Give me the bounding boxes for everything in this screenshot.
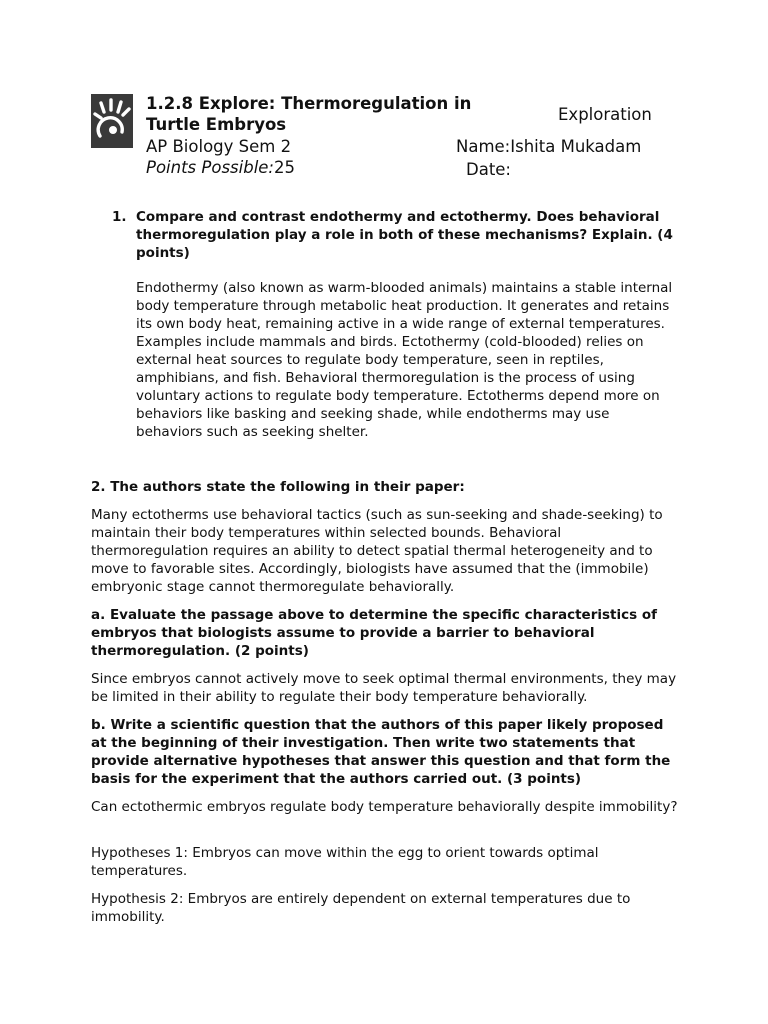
points-possible [146, 157, 295, 178]
question-2a: a. Evaluate the passage above to determine the specific characteristics of embryos that biologists assume to provide a barrier to behavioral thermoregulation. (2 points) [91, 607, 658, 659]
points-label: Points Possible: [146, 158, 274, 177]
course-name: AP Biology Sem 2 [146, 137, 292, 156]
name-value: Ishita Mukadam [510, 137, 642, 156]
question-2-heading: 2. The authors state the following in their paper: [91, 479, 465, 495]
hypothesis-1: Hypotheses 1: Embryos can move within the egg to orient towards optimal temperatures. [91, 845, 599, 879]
hypothesis-2: Hypothesis 2: Embryos are entirely dependent on external temperatures due to immobility. [91, 891, 631, 925]
sunburst-logo-icon [91, 94, 133, 148]
points-value: 25 [274, 158, 295, 177]
question-1-number: 1. [112, 209, 127, 225]
answer-1: Endothermy (also known as warm-blooded animals) maintains a stable internal body temperature through metabolic heat production. It generates and retains its own body heat, remaining active in a wide range of external temperatures. Examples include mammals and birds. Ectothermy (cold-blooded) relies on external heat sources to regulate body temperature, seen in reptiles, amphibians, and fish. Behavioral thermoregulation is the process of using voluntary actions to regulate body temperature. Ectotherms depend more on behaviors like basking and seeking shade, while endotherms may use behaviors such as seeking shelter. [136, 280, 673, 440]
date-label: Date: [466, 160, 511, 179]
student-name [456, 136, 641, 157]
date-field [466, 159, 511, 180]
question-2b: b. Write a scientific question that the authors of this paper likely proposed at the beginning of their investigation. Then write two statements that provide alternative hypotheses that answer this question and that form the basis for the experiment that the authors carried out. (3 points) [91, 717, 671, 787]
answer-2a: Since embryos cannot actively move to seek optimal thermal environments, they may be limited in their ability to regulate their body temperature behaviorally. [91, 671, 677, 705]
quoted-passage: Many ectotherms use behavioral tactics (such as sun-seeking and shade-seeking) to maintain their body temperatures within selected bounds. Behavioral thermoregulation requires an ability to detect spatial thermal heterogeneity and to move to favorable sites. Accordingly, biologists have assumed that the (immobile) embryonic stage cannot thermoregulate behaviorally. [91, 507, 663, 595]
answer-2b-question: Can ectothermic embryos regulate body temperature behaviorally despite immobility? [91, 799, 678, 815]
document-type: Exploration [558, 105, 652, 124]
page-title: 1.2.8 Explore: Thermoregulation in Turtle Embryos [146, 94, 472, 134]
name-label: Name: [456, 137, 511, 156]
question-1: Compare and contrast endothermy and ectothermy. Does behavioral thermoregulation play a role in both of these mechanisms? Explain. (4 points) [136, 209, 673, 261]
